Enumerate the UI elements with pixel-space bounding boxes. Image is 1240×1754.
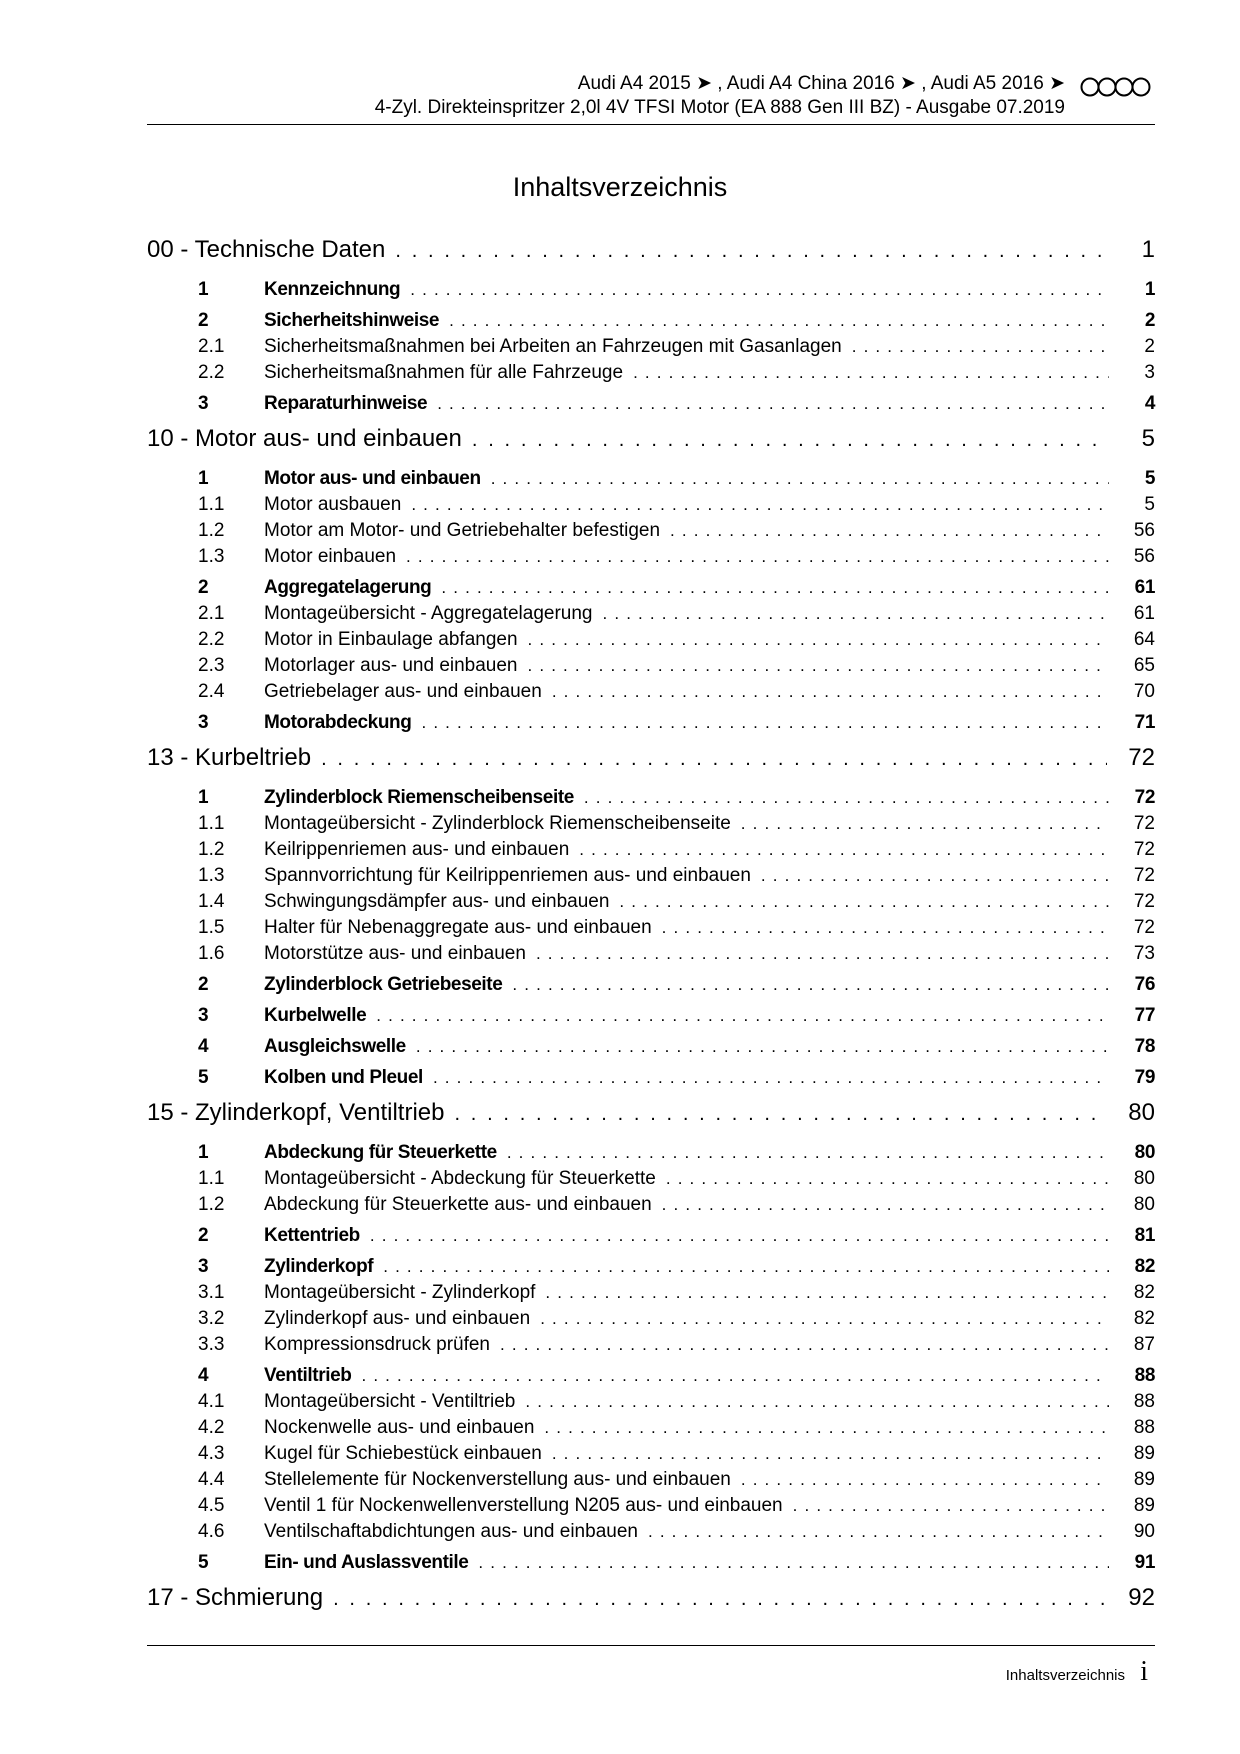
entry-number: 2.1 [198, 603, 225, 624]
entry-number: 1.5 [198, 917, 225, 938]
entry-page: 65 [1133, 655, 1155, 676]
leader-dots [741, 814, 1109, 834]
entry-title: Spannvorrichtung für Keilrippenriemen aus- und einbauen [264, 865, 751, 886]
toc-section[interactable] [147, 310, 1155, 336]
entry-title: Sicherheitsmaßnahmen bei Arbeiten an Fahrzeugen mit Gasanlagen [264, 336, 842, 357]
entry-number: 1.3 [198, 546, 225, 567]
entry-number: 3 [198, 1005, 209, 1026]
leader-dots [584, 788, 1109, 808]
entry-number: 1 [198, 279, 209, 300]
toc-subsection[interactable] [147, 1443, 1155, 1469]
toc-section[interactable] [147, 577, 1155, 603]
entry-page: 72 [1133, 891, 1155, 912]
entry-title: Motor einbauen [264, 546, 397, 567]
entry-number: 3.2 [198, 1308, 225, 1329]
toc-subsection[interactable] [147, 1168, 1155, 1194]
entry-page: 2 [1144, 336, 1155, 357]
entry-number: 1.2 [198, 1194, 225, 1215]
leader-dots [416, 1037, 1109, 1057]
leader-dots [406, 547, 1109, 567]
toc-subsection[interactable] [147, 520, 1155, 546]
leader-dots [449, 311, 1109, 331]
entry-number: 2 [198, 310, 209, 331]
entry-title: Ventilschaftabdichtungen aus- und einbauen [264, 1521, 638, 1542]
entry-number: 2.2 [198, 362, 225, 383]
leader-dots [472, 429, 1107, 452]
header-models: Audi A4 2015 ➤ , Audi A4 China 2016 ➤ , Audi A5 2016 ➤ [577, 73, 1065, 94]
toc-subsection[interactable] [147, 891, 1155, 917]
entry-title: Kolben und Pleuel [264, 1067, 423, 1088]
leader-dots [544, 1418, 1109, 1438]
leader-dots [793, 1496, 1109, 1516]
entry-page: 91 [1134, 1552, 1155, 1573]
entry-page: 82 [1133, 1308, 1155, 1329]
entry-title: Ein- und Auslassventile [264, 1552, 469, 1573]
table-of-contents [147, 236, 1155, 1622]
toc-section[interactable] [147, 787, 1155, 813]
entry-title: Motor ausbauen [264, 494, 402, 515]
leader-dots [579, 840, 1109, 860]
entry-number: 4.1 [198, 1391, 225, 1412]
chapter-title: 10 - Motor aus- und einbauen [147, 425, 462, 452]
leader-dots [662, 1195, 1109, 1215]
entry-number: 1 [198, 787, 209, 808]
entry-page: 3 [1144, 362, 1155, 383]
leader-dots [528, 630, 1109, 650]
leader-dots [512, 975, 1109, 995]
leader-dots [500, 1335, 1109, 1355]
toc-subsection[interactable] [147, 917, 1155, 943]
chapter-page: 5 [1141, 425, 1155, 452]
toc-section[interactable] [147, 1225, 1155, 1251]
leader-dots [370, 1226, 1109, 1246]
toc-section[interactable] [147, 712, 1155, 738]
entry-number: 4.4 [198, 1469, 225, 1490]
leader-dots [552, 682, 1109, 702]
entry-title: Keilrippenriemen aus- und einbauen [264, 839, 570, 860]
footer-divider [147, 1645, 1155, 1646]
toc-subsection[interactable] [147, 839, 1155, 865]
leader-dots [662, 918, 1109, 938]
entry-title: Kettentrieb [264, 1225, 360, 1246]
entry-page: 56 [1133, 520, 1155, 541]
entry-title: Sicherheitshinweise [264, 310, 440, 331]
entry-title: Zylinderblock Riemenscheibenseite [264, 787, 574, 808]
entry-number: 1.2 [198, 520, 225, 541]
toc-section[interactable] [147, 1552, 1155, 1578]
entry-number: 4 [198, 1365, 209, 1386]
leader-dots [761, 866, 1109, 886]
toc-subsection[interactable] [147, 603, 1155, 629]
leader-dots [603, 604, 1109, 624]
entry-number: 3 [198, 712, 209, 733]
entry-number: 1 [198, 468, 209, 489]
toc-subsection[interactable] [147, 546, 1155, 572]
leader-dots [852, 337, 1109, 357]
leader-dots [540, 1309, 1109, 1329]
chapter-title: 00 - Technische Daten [147, 236, 386, 263]
leader-dots [536, 944, 1109, 964]
entry-number: 1.4 [198, 891, 225, 912]
entry-title: Montageübersicht - Ventiltrieb [264, 1391, 516, 1412]
entry-page: 1 [1144, 279, 1155, 300]
toc-subsection[interactable] [147, 494, 1155, 520]
entry-page: 76 [1134, 974, 1155, 995]
entry-page: 77 [1134, 1005, 1155, 1026]
entry-page: 71 [1134, 712, 1155, 733]
entry-page: 80 [1134, 1142, 1155, 1163]
audi-rings-icon [1079, 76, 1153, 98]
entry-number: 1.1 [198, 494, 225, 515]
leader-dots [545, 1283, 1109, 1303]
toc-chapter[interactable] [147, 236, 1155, 274]
toc-subsection[interactable] [147, 1194, 1155, 1220]
entry-number: 1.1 [198, 813, 225, 834]
chapter-title: 17 - Schmierung [147, 1584, 324, 1611]
chapter-page: 92 [1128, 1584, 1155, 1611]
toc-subsection[interactable] [147, 681, 1155, 707]
toc-subsection[interactable] [147, 1521, 1155, 1547]
entry-title: Ausgleichswelle [264, 1036, 406, 1057]
leader-dots [552, 1444, 1109, 1464]
entry-number: 4.5 [198, 1495, 225, 1516]
entry-number: 2 [198, 1225, 209, 1246]
entry-title: Montageübersicht - Zylinderkopf [264, 1282, 536, 1303]
toc-chapter[interactable] [147, 1584, 1155, 1622]
entry-number: 4 [198, 1036, 209, 1057]
entry-page: 64 [1133, 629, 1155, 650]
chapter-page: 72 [1128, 744, 1155, 771]
entry-page: 72 [1133, 813, 1155, 834]
leader-dots [441, 578, 1109, 598]
toc-section[interactable] [147, 1067, 1155, 1093]
toc-section[interactable] [147, 974, 1155, 1000]
leader-dots [507, 1143, 1109, 1163]
toc-section[interactable] [147, 1256, 1155, 1282]
entry-page: 78 [1134, 1036, 1155, 1057]
entry-title: Reparaturhinweise [264, 393, 428, 414]
entry-number: 4.3 [198, 1443, 225, 1464]
entry-title: Montageübersicht - Zylinderblock Riemenscheibenseite [264, 813, 731, 834]
entry-page: 81 [1134, 1225, 1155, 1246]
leader-dots [321, 748, 1107, 771]
entry-title: Getriebelager aus- und einbauen [264, 681, 542, 702]
page-title: Inhaltsverzeichnis [512, 172, 728, 202]
entry-page: 4 [1144, 393, 1155, 414]
entry-title: Motor in Einbaulage abfangen [264, 629, 518, 650]
entry-page: 88 [1133, 1417, 1155, 1438]
toc-subsection[interactable] [147, 1495, 1155, 1521]
entry-page: 73 [1133, 943, 1155, 964]
entry-title: Zylinderblock Getriebeseite [264, 974, 503, 995]
toc-chapter[interactable] [147, 1099, 1155, 1137]
entry-title: Montageübersicht - Abdeckung für Steuerkette [264, 1168, 656, 1189]
entry-page: 70 [1133, 681, 1155, 702]
entry-number: 1 [198, 1142, 209, 1163]
toc-subsection[interactable] [147, 1282, 1155, 1308]
entry-number: 2 [198, 577, 209, 598]
toc-chapter[interactable] [147, 425, 1155, 463]
entry-number: 4.6 [198, 1521, 225, 1542]
entry-title: Motorlager aus- und einbauen [264, 655, 518, 676]
chapter-page: 1 [1141, 236, 1155, 263]
entry-number: 2.1 [198, 336, 225, 357]
toc-subsection[interactable] [147, 1417, 1155, 1443]
leader-dots [619, 892, 1109, 912]
entry-page: 88 [1133, 1391, 1155, 1412]
leader-dots [666, 1169, 1109, 1189]
toc-subsection[interactable] [147, 336, 1155, 362]
leader-dots [670, 521, 1109, 541]
leader-dots [376, 1006, 1109, 1026]
entry-title: Ventil 1 für Nockenwellenverstellung N205 aus- und einbauen [264, 1495, 783, 1516]
toc-section[interactable] [147, 1365, 1155, 1391]
leader-dots [437, 394, 1109, 414]
entry-page: 82 [1134, 1256, 1155, 1277]
leader-dots [454, 1103, 1107, 1126]
toc-subsection[interactable] [147, 1334, 1155, 1360]
entry-number: 1.3 [198, 865, 225, 886]
entry-page: 90 [1133, 1521, 1155, 1542]
entry-page: 89 [1133, 1469, 1155, 1490]
leader-dots [395, 240, 1107, 263]
toc-subsection[interactable] [147, 629, 1155, 655]
entry-page: 87 [1133, 1334, 1155, 1355]
toc-subsection[interactable] [147, 943, 1155, 969]
toc-section[interactable] [147, 393, 1155, 419]
entry-number: 1.2 [198, 839, 225, 860]
entry-page: 82 [1133, 1282, 1155, 1303]
entry-title: Schwingungsdämpfer aus- und einbauen [264, 891, 610, 912]
entry-title: Kompressionsdruck prüfen [264, 1334, 490, 1355]
leader-dots [410, 280, 1109, 300]
entry-title: Zylinderkopf aus- und einbauen [264, 1308, 531, 1329]
toc-subsection[interactable] [147, 362, 1155, 388]
leader-dots [491, 469, 1109, 489]
entry-page: 72 [1133, 839, 1155, 860]
entry-page: 80 [1133, 1194, 1155, 1215]
entry-number: 3.3 [198, 1334, 225, 1355]
entry-page: 5 [1144, 494, 1155, 515]
leader-dots [633, 363, 1109, 383]
leader-dots [383, 1257, 1109, 1277]
entry-number: 2.2 [198, 629, 225, 650]
entry-title: Kurbelwelle [264, 1005, 367, 1026]
leader-dots [648, 1522, 1109, 1542]
entry-number: 3 [198, 1256, 209, 1277]
entry-title: Motor aus- und einbauen [264, 468, 481, 489]
entry-number: 1.1 [198, 1168, 225, 1189]
entry-page: 56 [1133, 546, 1155, 567]
entry-title: Stellelemente für Nockenverstellung aus- und einbauen [264, 1469, 731, 1490]
entry-title: Ventiltrieb [264, 1365, 352, 1386]
entry-title: Abdeckung für Steuerkette [264, 1142, 497, 1163]
entry-page: 89 [1133, 1443, 1155, 1464]
entry-page: 79 [1134, 1067, 1155, 1088]
leader-dots [478, 1553, 1109, 1573]
header-engine-edition: 4-Zyl. Direkteinspritzer 2,0l 4V TFSI Motor (EA 888 Gen III BZ) - Ausgabe 07.2019 [374, 97, 1065, 118]
toc-subsection[interactable] [147, 655, 1155, 681]
toc-section[interactable] [147, 279, 1155, 305]
entry-page: 5 [1144, 468, 1155, 489]
leader-dots [741, 1470, 1109, 1490]
entry-page: 88 [1134, 1365, 1155, 1386]
entry-number: 3 [198, 393, 209, 414]
entry-number: 4.2 [198, 1417, 225, 1438]
entry-title: Kennzeichnung [264, 279, 401, 300]
chapter-title: 15 - Zylinderkopf, Ventiltrieb [147, 1099, 445, 1126]
entry-title: Sicherheitsmaßnahmen für alle Fahrzeuge [264, 362, 624, 383]
leader-dots [421, 713, 1109, 733]
entry-page: 61 [1134, 577, 1155, 598]
toc-subsection[interactable] [147, 813, 1155, 839]
page-header [147, 70, 1155, 125]
toc-section[interactable] [147, 1005, 1155, 1031]
toc-subsection[interactable] [147, 1308, 1155, 1334]
entry-title: Abdeckung für Steuerkette aus- und einbauen [264, 1194, 652, 1215]
entry-page: 72 [1133, 917, 1155, 938]
toc-section[interactable] [147, 468, 1155, 494]
footer-page-number: i [1140, 1656, 1148, 1687]
entry-number: 1.6 [198, 943, 225, 964]
entry-title: Nockenwelle aus- und einbauen [264, 1417, 535, 1438]
entry-title: Halter für Nebenaggregate aus- und einbauen [264, 917, 652, 938]
chapter-title: 13 - Kurbeltrieb [147, 744, 312, 771]
entry-page: 2 [1144, 310, 1155, 331]
toc-chapter[interactable] [147, 744, 1155, 782]
leader-dots [525, 1392, 1109, 1412]
entry-title: Montageübersicht - Aggregatelagerung [264, 603, 593, 624]
leader-dots [433, 1068, 1109, 1088]
entry-page: 80 [1133, 1168, 1155, 1189]
entry-title: Motor am Motor- und Getriebehalter befestigen [264, 520, 661, 541]
entry-title: Kugel für Schiebestück einbauen [264, 1443, 542, 1464]
chapter-page: 80 [1128, 1099, 1155, 1126]
entry-number: 5 [198, 1067, 209, 1088]
leader-dots [411, 495, 1109, 515]
entry-title: Motorstütze aus- und einbauen [264, 943, 526, 964]
leader-dots [333, 1588, 1107, 1611]
toc-subsection[interactable] [147, 1391, 1155, 1417]
footer-label: Inhaltsverzeichnis [1005, 1667, 1125, 1684]
toc-section[interactable] [147, 1142, 1155, 1168]
entry-page: 89 [1133, 1495, 1155, 1516]
entry-page: 72 [1134, 787, 1155, 808]
entry-number: 2 [198, 974, 209, 995]
entry-page: 61 [1133, 603, 1155, 624]
toc-section[interactable] [147, 1036, 1155, 1062]
entry-number: 5 [198, 1552, 209, 1573]
entry-page: 72 [1133, 865, 1155, 886]
entry-number: 3.1 [198, 1282, 225, 1303]
toc-subsection[interactable] [147, 1469, 1155, 1495]
entry-title: Aggregatelagerung [264, 577, 432, 598]
leader-dots [528, 656, 1109, 676]
entry-title: Motorabdeckung [264, 712, 412, 733]
entry-number: 2.3 [198, 655, 225, 676]
leader-dots [361, 1366, 1109, 1386]
toc-subsection[interactable] [147, 865, 1155, 891]
entry-title: Zylinderkopf [264, 1256, 374, 1277]
entry-number: 2.4 [198, 681, 225, 702]
